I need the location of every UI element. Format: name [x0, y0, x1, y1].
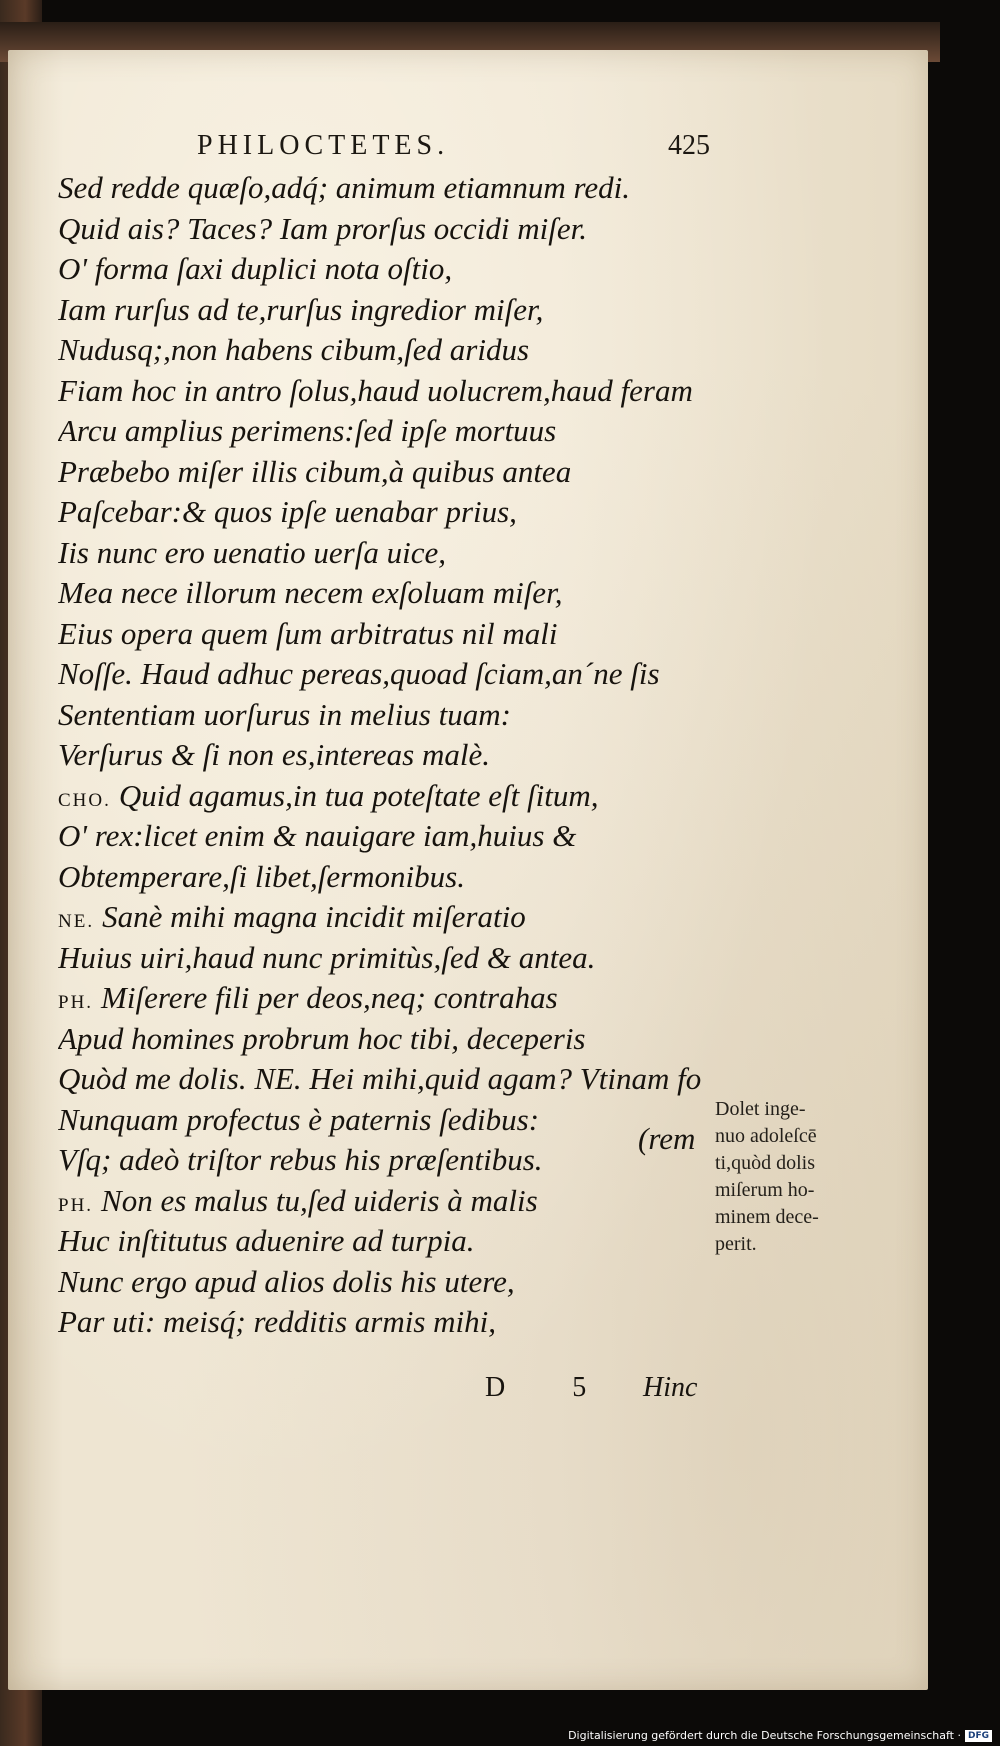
side-note [715, 1096, 885, 1258]
verse-line-text: Huc inſtitutus aduenire ad turpia. [58, 1223, 475, 1258]
verse-line-text: Paſcebar:& quos ipſe uenabar prius, [58, 494, 517, 529]
verse-line-text: Nunquam profectus è paternis ſedibus: [58, 1101, 540, 1137]
speaker-label: PH. [58, 1194, 94, 1216]
verse-line [58, 614, 718, 655]
verse-text [58, 168, 718, 1343]
verse-line [58, 654, 718, 695]
side-note-line: nuo adoleſcē [715, 1125, 817, 1147]
verse-line-text: Eius opera quem ſum arbitratus nil mali [58, 615, 558, 651]
verse-line [58, 776, 718, 817]
speaker-label: PH. [58, 992, 94, 1013]
signature-mark: D 5 [485, 1372, 617, 1403]
verse-line [58, 938, 718, 979]
catchword: Hinc [643, 1372, 698, 1403]
verse-line-text: Noſſe. Haud adhuc pereas,quoad ſciam,an´ne ſis [58, 656, 660, 691]
verse-line [58, 573, 718, 614]
verse-line-text: Sententiam uorſurus in melius tuam: [58, 696, 511, 732]
verse-line [58, 290, 718, 331]
verse-line [58, 1302, 718, 1343]
verse-line [58, 857, 718, 898]
verse-line-text: Quid ais? Taces? Iam prorſus occidi miſer. [58, 210, 588, 246]
verse-line [58, 978, 718, 1019]
running-header: PHILOCTETES. [197, 130, 450, 161]
verse-line [58, 1221, 718, 1262]
page-number: 425 [668, 130, 710, 161]
verse-line-text: Non es malus tu,ſed uideris à malis [101, 1182, 538, 1218]
verse-line-text: Sed redde quæſo,adq́; animum etiamnum redi. [58, 170, 630, 205]
margin-continuation: (rem [638, 1121, 696, 1156]
verse-line-text: Apud homines probrum hoc tibi, deceperis [58, 1020, 586, 1056]
verse-line [58, 330, 718, 371]
verse-line [58, 1262, 718, 1303]
side-note-line: ti,quòd dolis [715, 1152, 816, 1174]
verse-line-text: O' forma ſaxi duplici nota oſtio, [58, 251, 453, 286]
verse-line [58, 897, 718, 938]
verse-line-text: Verſurus & ſi non es,intereas malè. [58, 737, 490, 772]
verse-line [58, 735, 718, 776]
verse-line [58, 1019, 718, 1060]
verse-line-text: Vſq; adeò triſtor rebus his præſentibus. [58, 1142, 543, 1177]
verse-line [58, 1181, 718, 1222]
verse-line-text: Mea nece illorum necem exſoluam miſer, [58, 575, 563, 610]
verse-line [58, 1059, 718, 1100]
verse-line [58, 695, 718, 736]
verse-line-text: O' rex:licet enim & nauigare iam,huius & [58, 818, 577, 853]
verse-line-text: Par uti: meisq́; redditis armis mihi, [58, 1304, 497, 1339]
verse-line-text: Præbebo miſer illis cibum,à quibus antea [58, 453, 572, 489]
verse-line-text: Nudusq;,non habens cibum,ſed aridus [58, 332, 530, 367]
verse-line-text: Fiam hoc in antro ſolus,haud uolucrem,haud feram [58, 372, 693, 408]
digitization-credit [568, 1729, 992, 1742]
side-note-line: minem dece- [715, 1206, 819, 1228]
verse-line [58, 492, 718, 533]
verse-line-text: Quid agamus,in tua poteſtate eſt ſitum, [118, 777, 599, 813]
verse-line [58, 1100, 718, 1141]
verse-line-text: Huius uiri,haud nunc primitùs,ſed & antea. [58, 939, 596, 975]
side-note-line: Dolet inge- [715, 1098, 806, 1120]
verse-line [58, 168, 718, 209]
verse-line-text: Quòd me dolis. NE. Hei mihi,quid agam? Vtinam fo [58, 1061, 702, 1096]
verse-line [58, 816, 718, 857]
speaker-label: NE. [58, 911, 95, 932]
verse-line [58, 249, 718, 290]
verse-line-text: Iam rurſus ad te,rurſus ingredior miſer, [58, 291, 544, 327]
dfg-logo: DFG [965, 1730, 992, 1742]
side-note-line: perit. [715, 1233, 757, 1255]
verse-line-text: Miſerere fili per deos,neq; contrahas [101, 980, 558, 1015]
verse-line [58, 452, 718, 493]
credit-text: Digitalisierung gefördert durch die Deutsche Forschungsgemeinschaft · [568, 1729, 961, 1742]
side-note-line: miſerum ho- [715, 1179, 815, 1201]
verse-line [58, 1140, 718, 1181]
verse-line [58, 209, 718, 250]
verse-line-text: Sanè mihi magna incidit miſeratio [102, 899, 526, 934]
verse-line-text: Obtemperare,ſi libet,ſermonibus. [58, 858, 465, 894]
verse-line [58, 533, 718, 574]
verse-line-text: Arcu amplius perimens:ſed ipſe mortuus [58, 413, 557, 448]
speaker-label: CHO. [58, 789, 111, 811]
verse-line-text: Nunc ergo apud alios dolis his utere, [58, 1263, 515, 1299]
verse-line [58, 411, 718, 452]
verse-line-text: Iis nunc ero uenatio uerſa uice, [58, 534, 446, 570]
verse-line [58, 371, 718, 412]
